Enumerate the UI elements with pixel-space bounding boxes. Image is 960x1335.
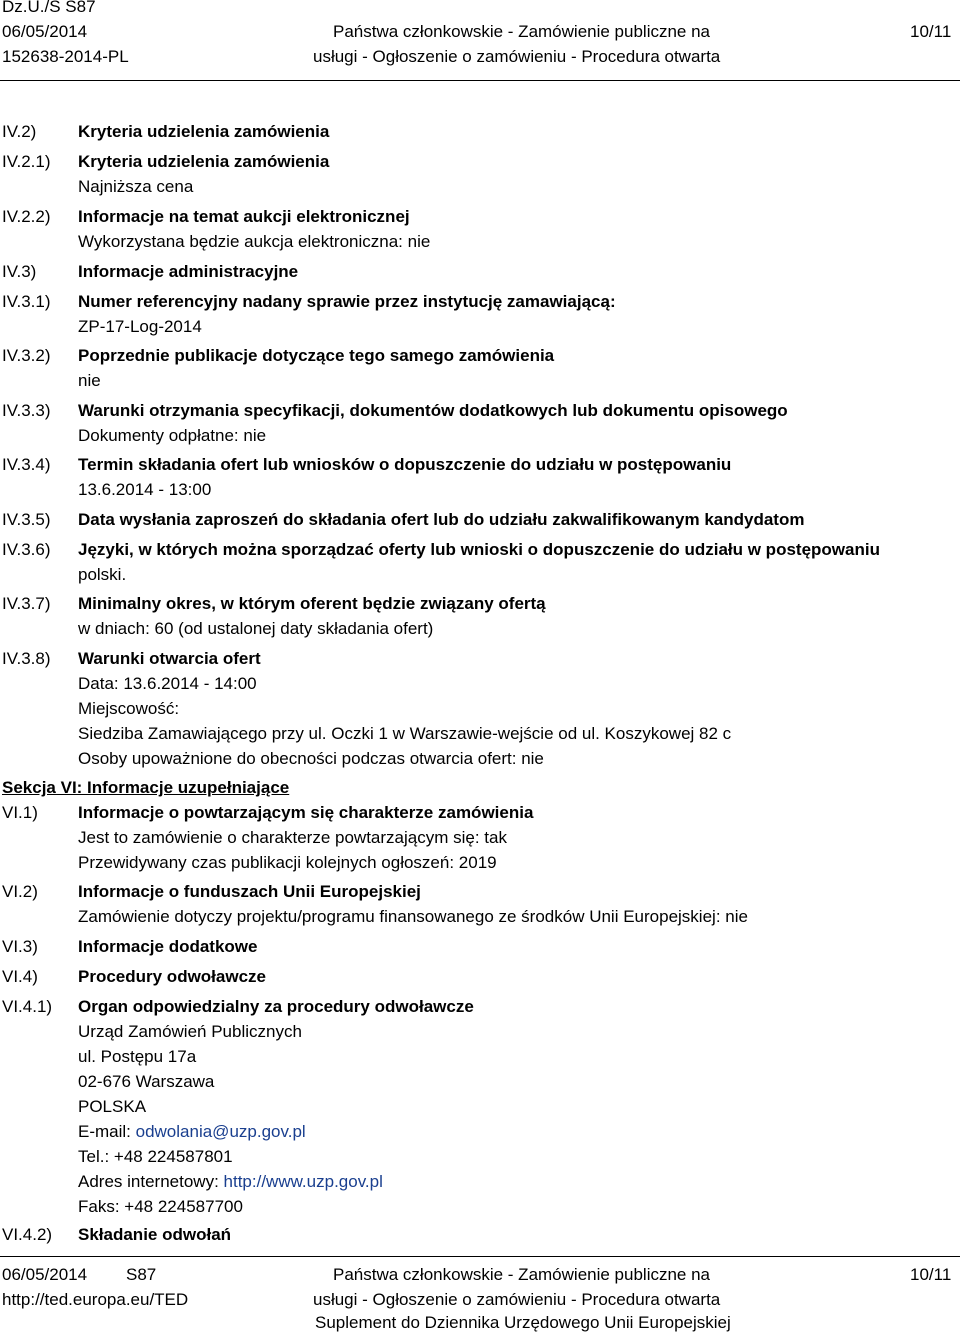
header-date: 06/05/2014 (2, 22, 88, 41)
section-number: VI.1) (2, 803, 38, 822)
section-title: Warunki otwarcia ofert (78, 649, 261, 668)
footer-line3: Suplement do Dziennika Urzędowego Unii Europejskiej (315, 1313, 731, 1332)
section-title: Informacje administracyjne (78, 262, 299, 281)
opening-place-label: Miejscowość: (78, 699, 180, 718)
section-number: IV.3.6) (2, 540, 51, 559)
section-value: w dniach: 60 (od ustalonej daty składania ofert) (78, 619, 434, 638)
journal-ref: Dz.U./S S87 (2, 0, 96, 16)
footer-series: S87 (126, 1265, 157, 1284)
section-number: IV.3.5) (2, 510, 51, 529)
section-value: Jest to zamówienie o charakterze powtarzającym się: tak (78, 828, 507, 847)
section-value: Dokumenty odpłatne: nie (78, 426, 267, 445)
section-title: Termin składania ofert lub wniosków o dopuszczenie do udziału w postępowaniu (78, 455, 732, 474)
section-title: Organ odpowiedzialny za procedury odwoławcze (78, 997, 474, 1016)
section-title: Informacje o powtarzającym się charakterze zamówienia (78, 803, 534, 822)
section-value: polski. (78, 565, 127, 584)
org-email-line (78, 1119, 948, 1144)
opening-attendance: Osoby upoważnione do obecności podczas otwarcia ofert: nie (78, 749, 544, 768)
section-title: Składanie odwołań (78, 1225, 232, 1244)
www-label: Adres internetowy: (78, 1172, 224, 1191)
section-value: Najniższa cena (78, 177, 194, 196)
section-title: Informacje na temat aukcji elektronicznej (78, 207, 410, 226)
email-label: E-mail: (78, 1122, 136, 1141)
section-title: Kryteria udzielenia zamówienia (78, 122, 330, 141)
section-number: VI.3) (2, 937, 38, 956)
section-number: IV.3.8) (2, 649, 51, 668)
section-title: Informacje dodatkowe (78, 937, 258, 956)
section-title: Warunki otrzymania specyfikacji, dokumentów dodatkowych lub dokumentu opisowego (78, 401, 788, 420)
section-number: IV.2.1) (2, 152, 51, 171)
www-link[interactable]: http://www.uzp.gov.pl (223, 1172, 383, 1191)
section-title: Informacje o funduszach Unii Europejskiej (78, 882, 421, 901)
opening-place: Siedziba Zamawiającego przy ul. Oczki 1 w Warszawie-wejście od ul. Koszykowej 82 c (78, 724, 732, 743)
header-line1: Państwa członkowskie - Zamówienie publiczne na (333, 22, 711, 41)
section-title: Kryteria udzielenia zamówienia (78, 152, 330, 171)
opening-date: Data: 13.6.2014 - 14:00 (78, 674, 257, 693)
footer-date: 06/05/2014 (2, 1265, 88, 1284)
section-number: IV.2.2) (2, 207, 51, 226)
section-title: Minimalny okres, w którym oferent będzie związany ofertą (78, 594, 546, 613)
section-number: IV.3.2) (2, 346, 51, 365)
page-header (0, 0, 960, 72)
section-value: 13.6.2014 - 13:00 (78, 480, 212, 499)
section-number: VI.4) (2, 967, 38, 986)
org-www-line (78, 1169, 948, 1194)
section-value: Wykorzystana będzie aukcja elektroniczna: nie (78, 232, 431, 251)
section-number: VI.4.2) (2, 1225, 53, 1244)
email-link[interactable]: odwolania@uzp.gov.pl (135, 1122, 306, 1141)
section-value: Zamówienie dotyczy projektu/programu finansowanego ze środków Unii Europejskiej: nie (78, 907, 748, 926)
section-number: VI.2) (2, 882, 38, 901)
footer-page-number: 10/11 (910, 1265, 952, 1284)
section-number: IV.3) (2, 262, 37, 281)
footer-url: http://ted.europa.eu/TED (2, 1290, 189, 1309)
notice-id: 152638-2014-PL (2, 47, 129, 66)
section-value: Przewidywany czas publikacji kolejnych ogłoszeń: 2019 (78, 853, 497, 872)
footer-divider (0, 1256, 960, 1257)
section-value: ZP-17-Log-2014 (78, 317, 202, 336)
footer-line1: Państwa członkowskie - Zamówienie publiczne na (333, 1265, 711, 1284)
section-title: Data wysłania zaproszeń do składania ofert lub do udziału zakwalifikowanym kandydatom (78, 510, 805, 529)
section-number: IV.3.1) (2, 292, 51, 311)
section-title: Numer referencyjny nadany sprawie przez instytucję zamawiającą: (78, 292, 616, 311)
section-number: IV.3.7) (2, 594, 51, 613)
org-country: POLSKA (78, 1097, 147, 1116)
section-vi-heading: Sekcja VI: Informacje uzupełniające (2, 778, 290, 797)
org-name: Urząd Zamówień Publicznych (78, 1022, 302, 1041)
section-number: IV.3.3) (2, 401, 51, 420)
section-title: Procedury odwoławcze (78, 967, 266, 986)
org-fax: Faks: +48 224587700 (78, 1197, 243, 1216)
footer-line2: usługi - Ogłoszenie o zamówieniu - Procedura otwarta (313, 1290, 721, 1309)
header-line2: usługi - Ogłoszenie o zamówieniu - Procedura otwarta (313, 47, 721, 66)
section-number: IV.3.4) (2, 455, 51, 474)
org-city: 02-676 Warszawa (78, 1072, 215, 1091)
org-street: ul. Postępu 17a (78, 1047, 197, 1066)
header-divider (0, 80, 960, 81)
section-title: Poprzednie publikacje dotyczące tego samego zamówienia (78, 346, 555, 365)
section-value: nie (78, 371, 101, 390)
org-phone: Tel.: +48 224587801 (78, 1147, 233, 1166)
section-number: VI.4.1) (2, 997, 53, 1016)
page-number: 10/11 (910, 22, 952, 41)
section-number: IV.2) (2, 122, 37, 141)
section-title: Języki, w których można sporządzać oferty lub wnioski o dopuszczenie do udziału w postępowaniu (78, 540, 880, 559)
